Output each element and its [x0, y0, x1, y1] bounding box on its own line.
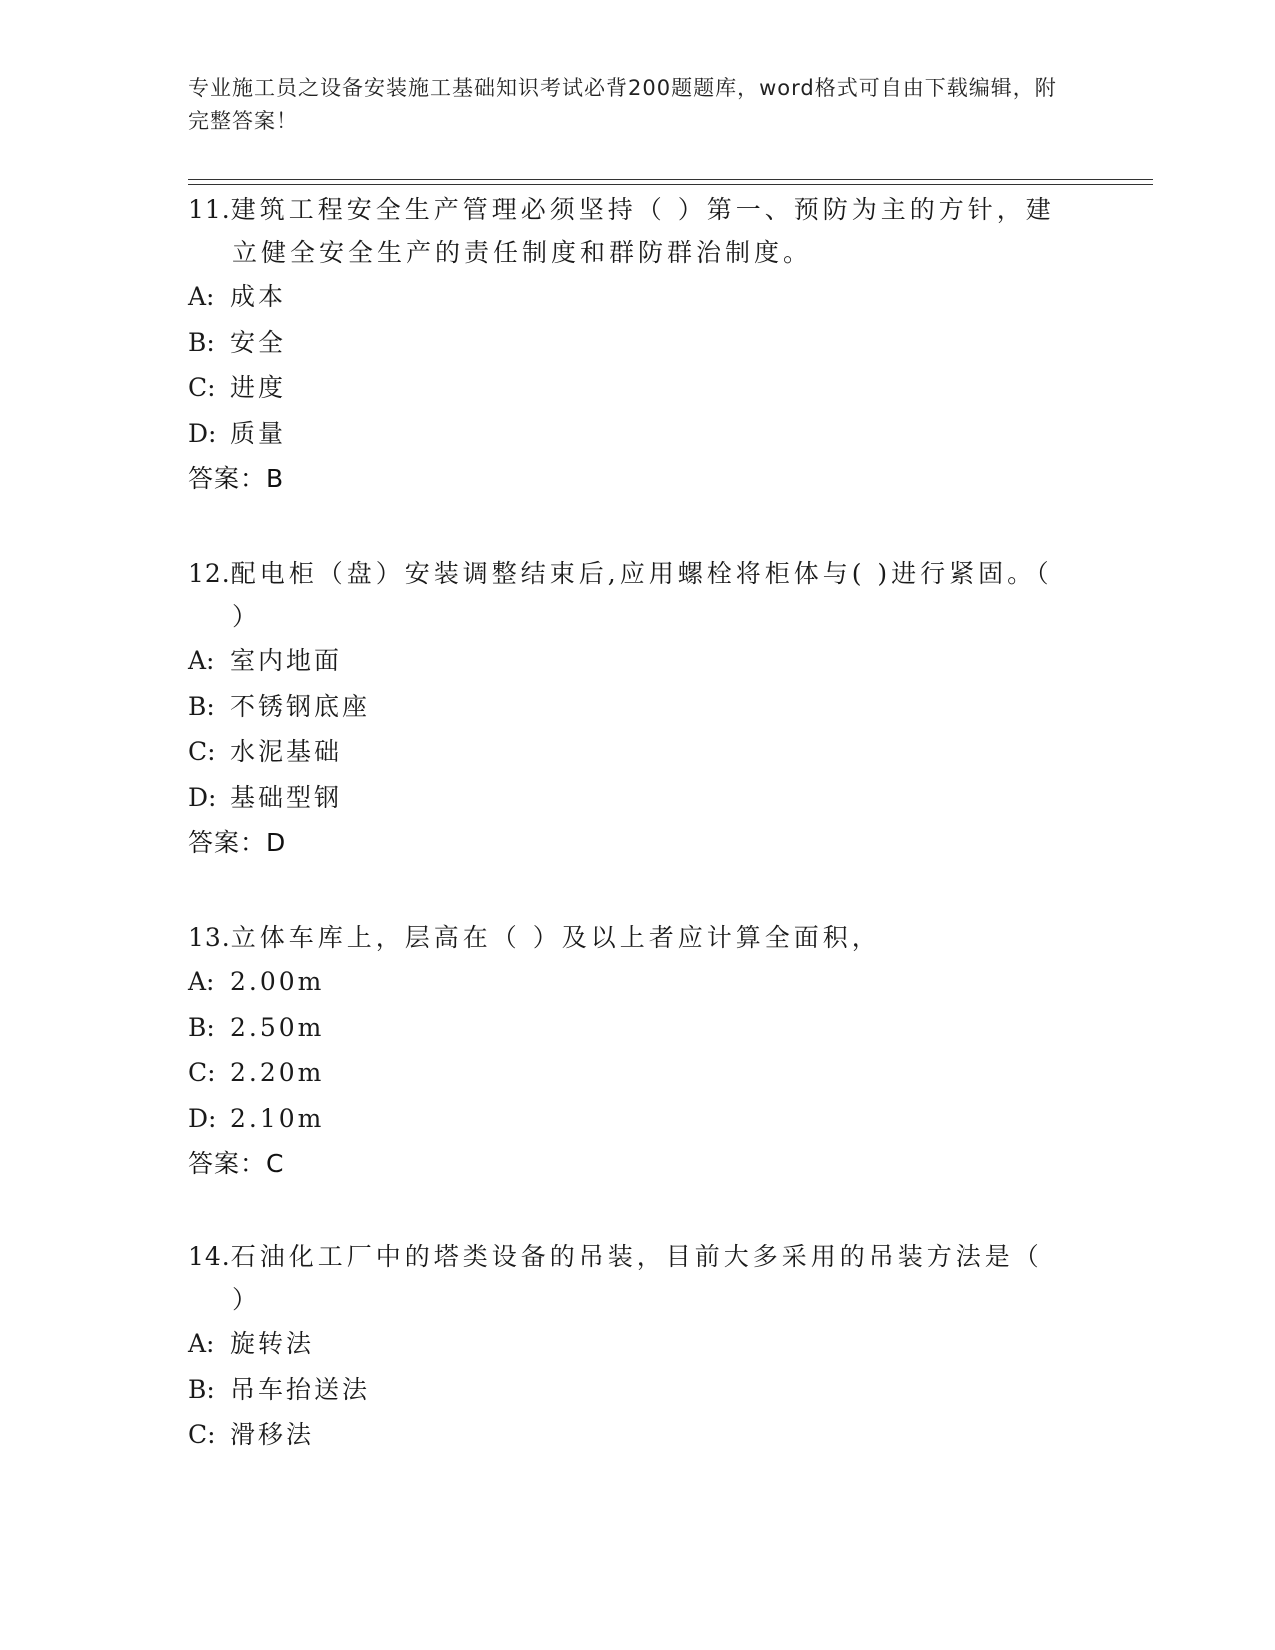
option-a: [188, 959, 1068, 1005]
option-key: A:: [188, 646, 215, 675]
question-number: 12.: [188, 559, 231, 588]
option-key: A:: [188, 967, 215, 996]
option-key: C:: [188, 1420, 216, 1449]
question-stem: 立体车库上，层高在（ ）及以上者应计算全面积，: [230, 923, 881, 952]
option-d: [188, 411, 1068, 457]
option-text: 进度: [230, 373, 287, 402]
option-b: [188, 684, 1068, 730]
option-key: A:: [188, 282, 215, 311]
option-text: 不锈钢底座: [230, 691, 371, 721]
answer: 答案：C: [188, 1149, 285, 1178]
option-key: D:: [188, 418, 217, 448]
option-text: 成本: [230, 282, 287, 311]
header-divider-bottom: [188, 184, 1153, 185]
option-text: 吊车抬送法: [230, 1374, 371, 1404]
option-key: D:: [188, 1103, 217, 1133]
option-text: 2.10m: [230, 1103, 325, 1133]
option-key: B:: [188, 1012, 215, 1042]
option-key: A:: [188, 1329, 215, 1358]
option-text: 室内地面: [230, 646, 343, 675]
question-11: [188, 188, 1068, 502]
question-number: 13.: [188, 923, 231, 952]
option-text: 安全: [230, 327, 287, 357]
option-key: B:: [188, 1374, 215, 1404]
option-b: [188, 1367, 1068, 1413]
option-d: [188, 1096, 1068, 1142]
option-key: C:: [188, 373, 216, 402]
question-stem: 建筑工程安全生产管理必须坚持（ ）第一、预防为主的方针，建立健全安全生产的责任制度和群防群治制度。: [230, 195, 1055, 267]
option-key: C:: [188, 1058, 216, 1087]
question-number: 11.: [188, 195, 231, 224]
option-key: D:: [188, 782, 217, 812]
question-text: [188, 1235, 1068, 1321]
option-b: [188, 1005, 1068, 1051]
question-14: [188, 1235, 1068, 1458]
option-text: 旋转法: [230, 1329, 315, 1358]
option-text: 滑移法: [230, 1420, 315, 1449]
header-title: 专业施工员之设备安装施工基础知识考试必背200题题库，word格式可自由下载编辑，附完整答案！: [188, 76, 1057, 133]
option-d: [188, 775, 1068, 821]
option-c: [188, 365, 1068, 411]
question-text: [188, 188, 1068, 274]
option-text: 基础型钢: [230, 782, 343, 812]
question-text: [188, 916, 1068, 959]
option-c: [188, 1412, 1068, 1458]
question-12: [188, 552, 1068, 866]
header-divider-top: [188, 179, 1153, 180]
question-stem: 配电柜（盘）安装调整结束后,应用螺栓将柜体与( )进行紧固。（ ）: [230, 559, 1053, 631]
option-text: 2.20m: [230, 1058, 325, 1087]
option-text: 质量: [230, 418, 287, 448]
answer: 答案：B: [188, 464, 285, 493]
option-key: B:: [188, 327, 215, 357]
option-text: 2.50m: [230, 1012, 325, 1042]
option-c: [188, 1050, 1068, 1096]
option-a: [188, 1321, 1068, 1367]
option-text: 2.00m: [230, 967, 325, 996]
option-a: [188, 274, 1068, 320]
option-a: [188, 638, 1068, 684]
document-header: [188, 72, 1068, 138]
option-c: [188, 729, 1068, 775]
question-text: [188, 552, 1068, 638]
answer: 答案：D: [188, 828, 287, 857]
question-number: 14.: [188, 1242, 231, 1271]
option-b: [188, 320, 1068, 366]
option-text: 水泥基础: [230, 737, 343, 766]
option-key: B:: [188, 691, 215, 721]
question-stem: 石油化工厂中的塔类设备的吊装，目前大多采用的吊装方法是（ ）: [230, 1242, 1043, 1314]
question-13: [188, 916, 1068, 1187]
option-key: C:: [188, 737, 216, 766]
